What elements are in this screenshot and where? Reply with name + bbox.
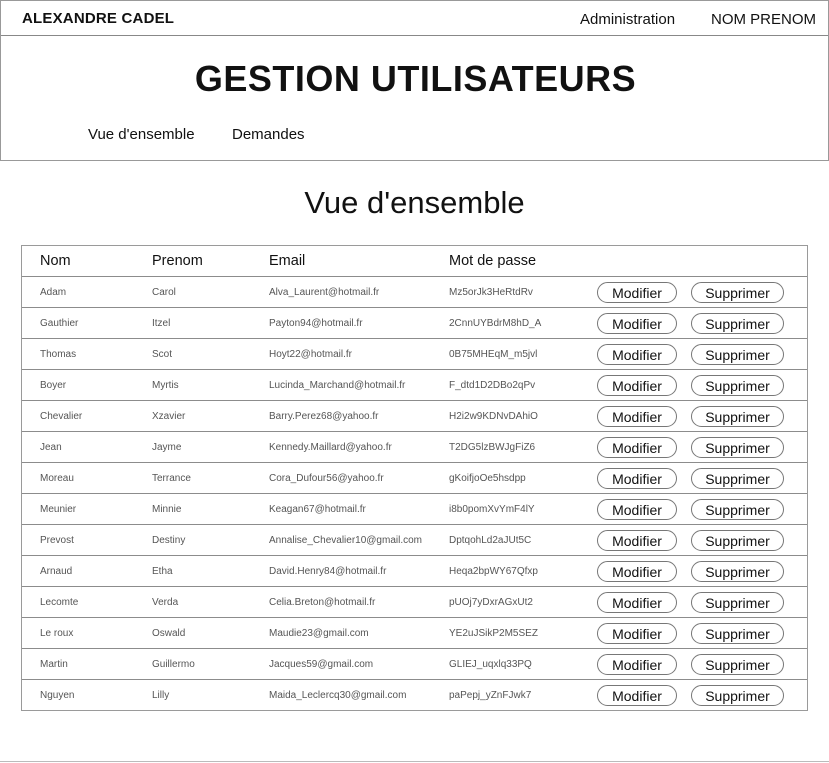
delete-button[interactable]: Supprimer <box>691 592 784 613</box>
cell-email: Keagan67@hotmail.fr <box>269 503 366 515</box>
cell-prenom: Terrance <box>152 472 191 484</box>
cell-prenom: Minnie <box>152 503 182 515</box>
cell-email: Lucinda_Marchand@hotmail.fr <box>269 379 406 391</box>
modify-button[interactable]: Modifier <box>597 530 677 551</box>
cell-prenom: Xzavier <box>152 410 186 422</box>
cell-password: Heqa2bpWY67Qfxp <box>449 565 538 577</box>
modify-button[interactable]: Modifier <box>597 468 677 489</box>
users-table <box>21 245 808 711</box>
delete-button[interactable]: Supprimer <box>691 654 784 675</box>
modify-button[interactable]: Modifier <box>597 623 677 644</box>
section-title: Vue d'ensemble <box>304 185 525 220</box>
delete-button[interactable]: Supprimer <box>691 623 784 644</box>
delete-button[interactable]: Supprimer <box>691 344 784 365</box>
cell-prenom: Etha <box>152 565 173 577</box>
cell-email: Jacques59@gmail.com <box>269 658 374 670</box>
cell-nom: Le roux <box>40 627 74 639</box>
cell-nom: Gauthier <box>40 317 79 329</box>
brand-name: ALEXANDRE CADEL <box>22 10 175 27</box>
cell-email: Alva_Laurent@hotmail.fr <box>269 286 380 298</box>
table-body <box>22 276 807 710</box>
table-row <box>22 338 807 369</box>
nav-administration-link[interactable]: Administration <box>580 11 676 28</box>
table-row <box>22 462 807 493</box>
cell-nom: Moreau <box>40 472 74 484</box>
modify-button[interactable]: Modifier <box>597 344 677 365</box>
delete-button[interactable]: Supprimer <box>691 685 784 706</box>
delete-button[interactable]: Supprimer <box>691 375 784 396</box>
column-header-nom: Nom <box>40 253 71 269</box>
cell-prenom: Verda <box>152 596 179 608</box>
cell-prenom: Lilly <box>152 689 170 701</box>
modify-button[interactable]: Modifier <box>597 282 677 303</box>
modify-button[interactable]: Modifier <box>597 685 677 706</box>
cell-email: Kennedy.Maillard@yahoo.fr <box>269 441 392 453</box>
cell-email: Maudie23@gmail.com <box>269 627 369 639</box>
table-row <box>22 524 807 555</box>
cell-email: Cora_Dufour56@yahoo.fr <box>269 472 384 484</box>
cell-email: Annalise_Chevalier10@gmail.com <box>269 534 423 546</box>
cell-email: David.Henry84@hotmail.fr <box>269 565 387 577</box>
cell-prenom: Guillermo <box>152 658 195 670</box>
cell-password: pUOj7yDxrAGxUt2 <box>449 596 533 608</box>
cell-password: Mz5orJk3HeRtdRv <box>449 286 533 298</box>
table-row <box>22 679 807 710</box>
modify-button[interactable]: Modifier <box>597 561 677 582</box>
table-row <box>22 493 807 524</box>
table-row <box>22 400 807 431</box>
table-header-row <box>22 246 807 276</box>
modify-button[interactable]: Modifier <box>597 654 677 675</box>
delete-button[interactable]: Supprimer <box>691 468 784 489</box>
column-header-prenom: Prenom <box>152 253 203 269</box>
cell-nom: Meunier <box>40 503 77 515</box>
cell-password: i8b0pomXvYmF4lY <box>449 503 535 515</box>
cell-nom: Chevalier <box>40 410 83 422</box>
page-title: GESTION UTILISATEURS <box>194 58 637 99</box>
cell-prenom: Destiny <box>152 534 186 546</box>
modify-button[interactable]: Modifier <box>597 499 677 520</box>
delete-button[interactable]: Supprimer <box>691 499 784 520</box>
cell-nom: Arnaud <box>40 565 73 577</box>
cell-password: GLIEJ_uqxlq33PQ <box>449 658 532 670</box>
cell-password: 2CnnUYBdrM8hD_A <box>449 317 542 329</box>
cell-nom: Prevost <box>40 534 74 546</box>
cell-prenom: Jayme <box>152 441 182 453</box>
delete-button[interactable]: Supprimer <box>691 561 784 582</box>
cell-nom: Martin <box>40 658 68 670</box>
cell-password: DptqohLd2aJUt5C <box>449 534 532 546</box>
column-header-email: Email <box>269 253 306 269</box>
delete-button[interactable]: Supprimer <box>691 282 784 303</box>
delete-button[interactable]: Supprimer <box>691 406 784 427</box>
cell-email: Maida_Leclercq30@gmail.com <box>269 689 407 701</box>
user-name-link[interactable]: NOM PRENOM <box>711 11 816 28</box>
tab-requests[interactable]: Demandes <box>232 126 305 143</box>
cell-prenom: Scot <box>152 348 173 360</box>
cell-email: Payton94@hotmail.fr <box>269 317 363 329</box>
cell-prenom: Itzel <box>152 317 171 329</box>
cell-password: gKoifjoOe5hsdpp <box>449 472 526 484</box>
table-row <box>22 369 807 400</box>
delete-button[interactable]: Supprimer <box>691 530 784 551</box>
modify-button[interactable]: Modifier <box>597 375 677 396</box>
cell-password: T2DG5lzBWJgFiZ6 <box>449 441 536 453</box>
delete-button[interactable]: Supprimer <box>691 437 784 458</box>
cell-nom: Lecomte <box>40 596 79 608</box>
cell-nom: Nguyen <box>40 689 75 701</box>
cell-nom: Jean <box>40 441 62 453</box>
cell-prenom: Oswald <box>152 627 186 639</box>
header-panel <box>0 35 829 161</box>
column-header-password: Mot de passe <box>449 253 537 269</box>
cell-prenom: Carol <box>152 286 176 298</box>
modify-button[interactable]: Modifier <box>597 313 677 334</box>
table-row <box>22 586 807 617</box>
modify-button[interactable]: Modifier <box>597 406 677 427</box>
bottom-divider <box>0 761 829 762</box>
modify-button[interactable]: Modifier <box>597 592 677 613</box>
tab-overview[interactable]: Vue d'ensemble <box>88 126 195 143</box>
cell-email: Celia.Breton@hotmail.fr <box>269 596 376 608</box>
cell-password: H2i2w9KDNvDAhiO <box>449 410 538 422</box>
cell-password: F_dtd1D2DBo2qPv <box>449 379 536 391</box>
table-row <box>22 617 807 648</box>
cell-nom: Boyer <box>40 379 67 391</box>
cell-password: paPepj_yZnFJwk7 <box>449 689 532 701</box>
cell-nom: Adam <box>40 286 67 298</box>
table-row <box>22 307 807 338</box>
table-row <box>22 648 807 679</box>
cell-prenom: Myrtis <box>152 379 179 391</box>
table-row <box>22 555 807 586</box>
delete-button[interactable]: Supprimer <box>691 313 784 334</box>
top-bar <box>0 0 829 36</box>
table-row <box>22 431 807 462</box>
cell-email: Barry.Perez68@yahoo.fr <box>269 410 379 422</box>
table-row <box>22 276 807 307</box>
cell-password: YE2uJSikP2M5SEZ <box>449 627 538 639</box>
cell-email: Hoyt22@hotmail.fr <box>269 348 352 360</box>
cell-nom: Thomas <box>40 348 77 360</box>
modify-button[interactable]: Modifier <box>597 437 677 458</box>
cell-password: 0B75MHEqM_m5jvl <box>449 348 538 360</box>
